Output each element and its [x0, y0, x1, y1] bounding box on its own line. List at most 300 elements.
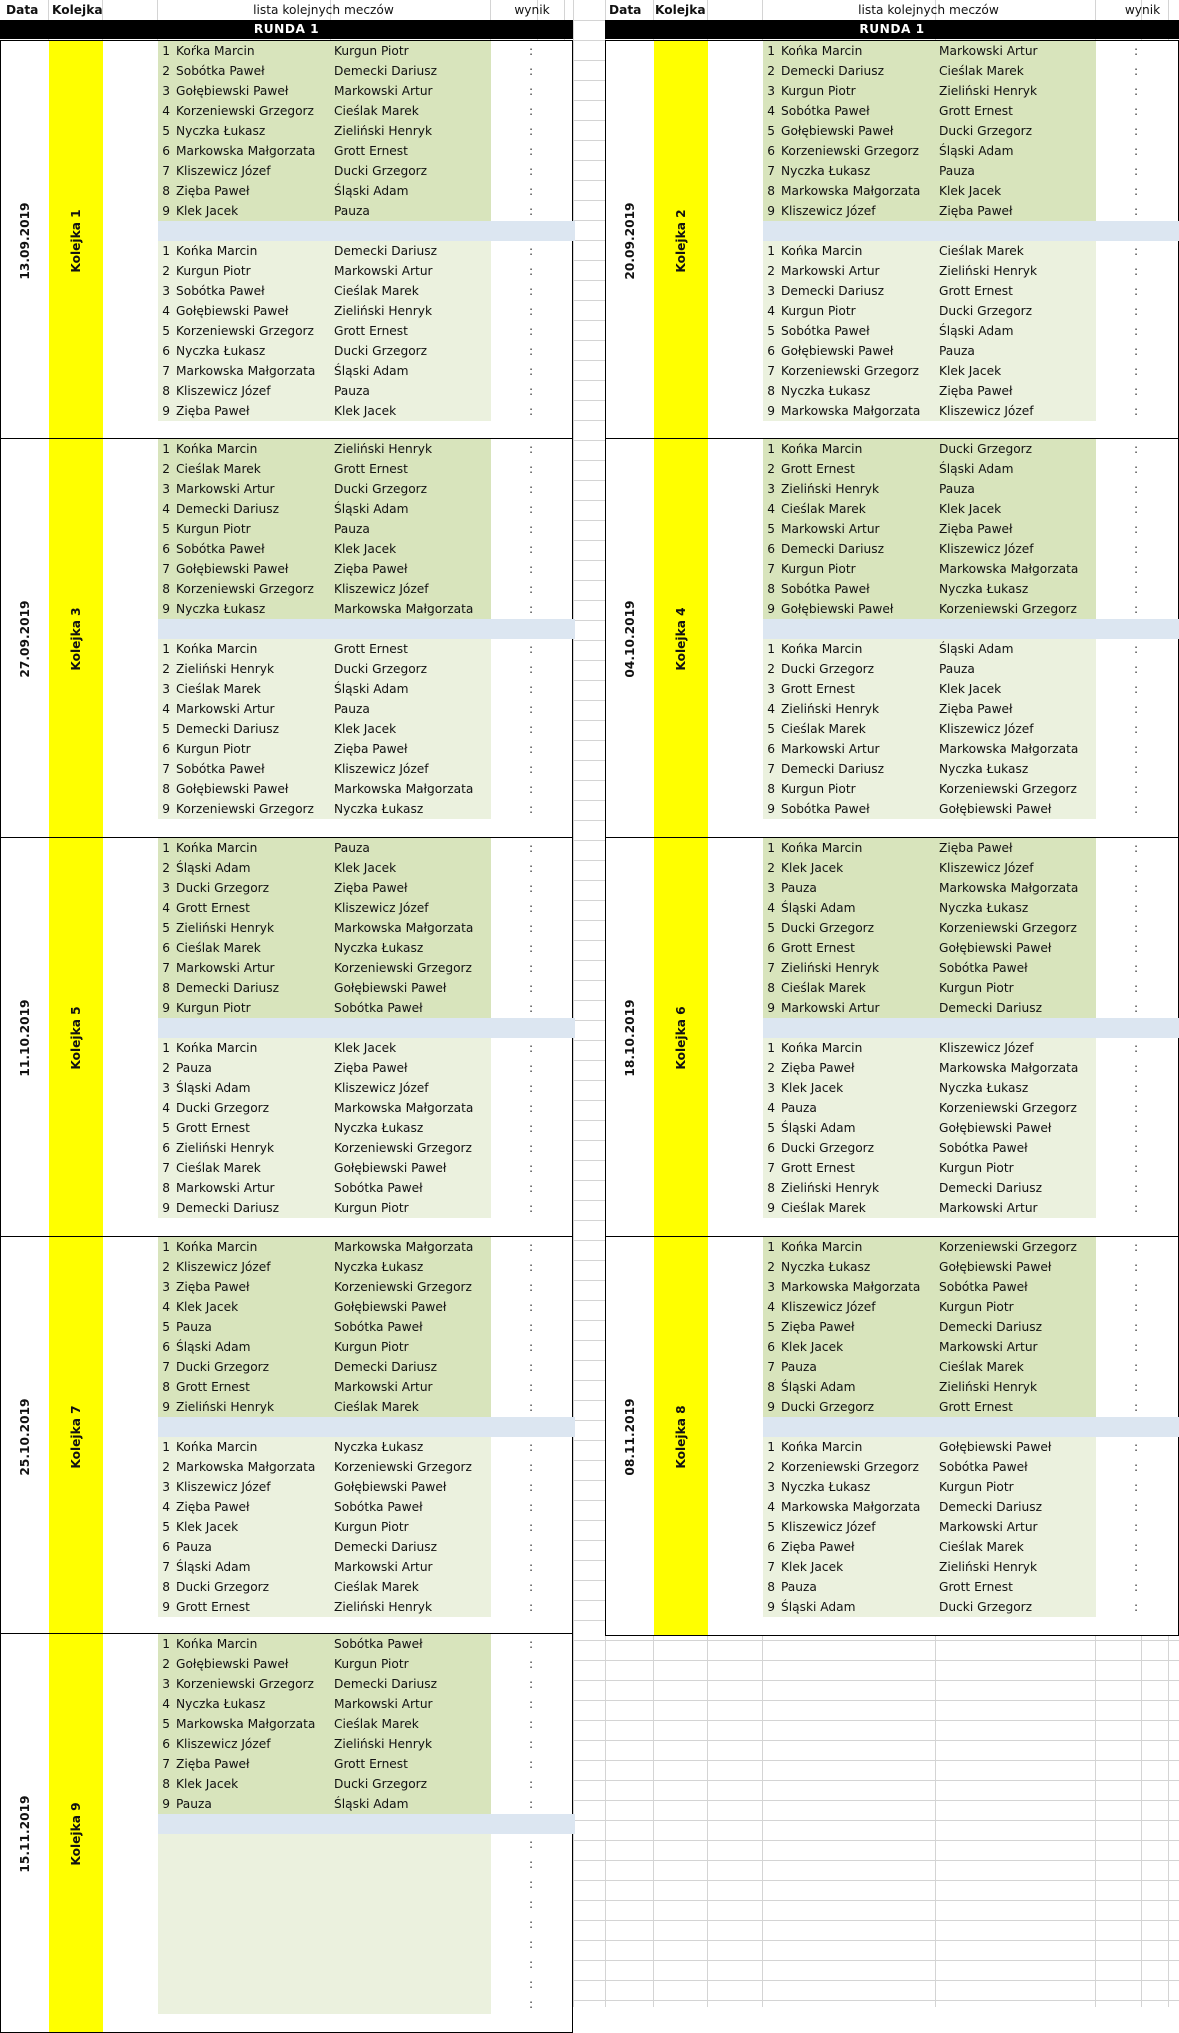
match-row[interactable] — [158, 1834, 575, 1854]
result-cell[interactable]: : — [1133, 84, 1139, 98]
result-cell[interactable]: : — [1133, 522, 1139, 536]
match-row[interactable] — [158, 1774, 575, 1794]
result-cell[interactable]: : — [528, 1360, 534, 1374]
header-data-right[interactable]: Data — [609, 3, 642, 17]
result-cell[interactable]: : — [528, 861, 534, 875]
match-row[interactable] — [763, 699, 1179, 719]
match-row[interactable] — [763, 81, 1179, 101]
result-cell[interactable]: : — [1133, 482, 1139, 496]
result-cell[interactable]: : — [1133, 1440, 1139, 1454]
match-row[interactable] — [763, 539, 1179, 559]
match-row[interactable] — [763, 1537, 1179, 1557]
match-row[interactable] — [763, 1078, 1179, 1098]
result-cell[interactable]: : — [1133, 1181, 1139, 1195]
result-cell[interactable]: : — [528, 901, 534, 915]
result-cell[interactable]: : — [528, 1240, 534, 1254]
result-cell[interactable]: : — [1133, 941, 1139, 955]
match-row[interactable] — [158, 838, 575, 858]
result-cell[interactable]: : — [528, 482, 534, 496]
result-cell[interactable]: : — [528, 642, 534, 656]
match-row[interactable] — [763, 241, 1179, 261]
result-cell[interactable]: : — [528, 462, 534, 476]
match-row[interactable] — [158, 1994, 575, 2014]
result-cell[interactable]: : — [528, 1897, 534, 1911]
result-cell[interactable]: : — [528, 841, 534, 855]
result-cell[interactable]: : — [1133, 1201, 1139, 1215]
result-cell[interactable]: : — [1133, 582, 1139, 596]
match-row[interactable] — [158, 1557, 575, 1577]
match-row[interactable] — [158, 241, 575, 261]
result-cell[interactable]: : — [528, 1717, 534, 1731]
match-row[interactable] — [763, 878, 1179, 898]
result-cell[interactable]: : — [528, 442, 534, 456]
result-cell[interactable]: : — [528, 124, 534, 138]
header-data-left[interactable]: Data — [6, 3, 39, 17]
result-cell[interactable]: : — [1133, 1460, 1139, 1474]
match-row[interactable] — [158, 181, 575, 201]
result-cell[interactable]: : — [1133, 1540, 1139, 1554]
result-cell[interactable]: : — [1133, 1081, 1139, 1095]
result-cell[interactable]: : — [1133, 204, 1139, 218]
match-row[interactable] — [158, 201, 575, 221]
match-row[interactable] — [763, 301, 1179, 321]
result-cell[interactable]: : — [528, 1600, 534, 1614]
result-cell[interactable]: : — [528, 324, 534, 338]
result-cell[interactable]: : — [1133, 284, 1139, 298]
result-cell[interactable]: : — [1133, 1580, 1139, 1594]
match-row[interactable] — [158, 1357, 575, 1377]
match-row[interactable] — [158, 1078, 575, 1098]
result-cell[interactable]: : — [1133, 1041, 1139, 1055]
match-row[interactable] — [158, 1754, 575, 1774]
match-row[interactable] — [763, 1497, 1179, 1517]
result-cell[interactable]: : — [1133, 364, 1139, 378]
result-cell[interactable]: : — [1133, 1380, 1139, 1394]
match-row[interactable] — [158, 1694, 575, 1714]
result-cell[interactable]: : — [528, 1161, 534, 1175]
match-row[interactable] — [763, 1237, 1179, 1257]
match-row[interactable] — [158, 361, 575, 381]
result-cell[interactable]: : — [1133, 164, 1139, 178]
match-row[interactable] — [763, 1597, 1179, 1617]
match-row[interactable] — [158, 878, 575, 898]
result-cell[interactable]: : — [528, 244, 534, 258]
match-row[interactable] — [763, 1377, 1179, 1397]
result-cell[interactable]: : — [528, 384, 534, 398]
match-row[interactable] — [158, 799, 575, 819]
match-row[interactable] — [158, 739, 575, 759]
result-cell[interactable]: : — [1133, 542, 1139, 556]
result-cell[interactable]: : — [528, 1340, 534, 1354]
header-kolejka-right[interactable]: Kolejka — [655, 3, 706, 17]
match-row[interactable] — [158, 479, 575, 499]
result-cell[interactable]: : — [1133, 324, 1139, 338]
result-cell[interactable]: : — [528, 582, 534, 596]
result-cell[interactable]: : — [528, 1877, 534, 1891]
match-row[interactable] — [158, 1517, 575, 1537]
match-row[interactable] — [158, 639, 575, 659]
match-row[interactable] — [158, 1118, 575, 1138]
result-cell[interactable]: : — [1133, 1280, 1139, 1294]
match-row[interactable] — [763, 181, 1179, 201]
match-row[interactable] — [158, 161, 575, 181]
result-cell[interactable]: : — [1133, 1121, 1139, 1135]
match-row[interactable] — [763, 719, 1179, 739]
match-row[interactable] — [158, 759, 575, 779]
match-row[interactable] — [763, 978, 1179, 998]
match-row[interactable] — [763, 381, 1179, 401]
match-row[interactable] — [763, 161, 1179, 181]
result-cell[interactable]: : — [528, 1997, 534, 2011]
match-row[interactable] — [158, 1297, 575, 1317]
result-cell[interactable]: : — [528, 1957, 534, 1971]
result-cell[interactable]: : — [1133, 1520, 1139, 1534]
match-row[interactable] — [158, 1714, 575, 1734]
result-cell[interactable]: : — [528, 1380, 534, 1394]
result-cell[interactable]: : — [528, 1657, 534, 1671]
match-row[interactable] — [158, 1457, 575, 1477]
result-cell[interactable]: : — [1133, 462, 1139, 476]
result-cell[interactable]: : — [528, 921, 534, 935]
match-row[interactable] — [158, 1377, 575, 1397]
match-row[interactable] — [158, 1634, 575, 1654]
result-cell[interactable]: : — [1133, 1300, 1139, 1314]
match-row[interactable] — [158, 281, 575, 301]
match-row[interactable] — [158, 699, 575, 719]
result-cell[interactable]: : — [528, 1677, 534, 1691]
result-cell[interactable]: : — [528, 1081, 534, 1095]
result-cell[interactable]: : — [528, 1560, 534, 1574]
match-row[interactable] — [158, 1934, 575, 1954]
match-row[interactable] — [158, 1794, 575, 1814]
match-row[interactable] — [158, 499, 575, 519]
result-cell[interactable]: : — [528, 364, 534, 378]
match-row[interactable] — [763, 1357, 1179, 1377]
match-row[interactable] — [763, 281, 1179, 301]
match-row[interactable] — [763, 799, 1179, 819]
result-cell[interactable]: : — [1133, 304, 1139, 318]
result-cell[interactable]: : — [1133, 682, 1139, 696]
match-row[interactable] — [158, 41, 575, 61]
result-cell[interactable]: : — [528, 782, 534, 796]
match-row[interactable] — [158, 121, 575, 141]
match-row[interactable] — [158, 1198, 575, 1218]
result-cell[interactable]: : — [1133, 44, 1139, 58]
result-cell[interactable]: : — [528, 1121, 534, 1135]
match-row[interactable] — [158, 301, 575, 321]
match-row[interactable] — [763, 779, 1179, 799]
match-row[interactable] — [158, 719, 575, 739]
result-cell[interactable]: : — [528, 144, 534, 158]
match-row[interactable] — [158, 599, 575, 619]
result-cell[interactable]: : — [528, 1201, 534, 1215]
result-cell[interactable]: : — [1133, 502, 1139, 516]
result-cell[interactable]: : — [1133, 901, 1139, 915]
match-row[interactable] — [158, 958, 575, 978]
result-cell[interactable]: : — [528, 1757, 534, 1771]
match-row[interactable] — [763, 1257, 1179, 1277]
result-cell[interactable]: : — [528, 1181, 534, 1195]
result-cell[interactable]: : — [528, 1260, 534, 1274]
match-row[interactable] — [763, 141, 1179, 161]
match-row[interactable] — [158, 1537, 575, 1557]
result-cell[interactable]: : — [1133, 961, 1139, 975]
result-cell[interactable]: : — [1133, 562, 1139, 576]
result-cell[interactable]: : — [528, 1797, 534, 1811]
match-row[interactable] — [158, 61, 575, 81]
result-cell[interactable]: : — [528, 981, 534, 995]
match-row[interactable] — [763, 1058, 1179, 1078]
match-row[interactable] — [158, 1894, 575, 1914]
match-row[interactable] — [158, 401, 575, 421]
result-cell[interactable]: : — [1133, 802, 1139, 816]
match-row[interactable] — [763, 201, 1179, 221]
result-cell[interactable]: : — [528, 961, 534, 975]
result-cell[interactable]: : — [528, 44, 534, 58]
result-cell[interactable]: : — [1133, 244, 1139, 258]
result-cell[interactable]: : — [528, 1777, 534, 1791]
match-row[interactable] — [158, 81, 575, 101]
match-row[interactable] — [158, 341, 575, 361]
result-cell[interactable]: : — [528, 1937, 534, 1951]
result-cell[interactable]: : — [1133, 442, 1139, 456]
match-row[interactable] — [158, 1038, 575, 1058]
result-cell[interactable]: : — [1133, 1560, 1139, 1574]
match-row[interactable] — [763, 898, 1179, 918]
result-cell[interactable]: : — [528, 1857, 534, 1871]
result-cell[interactable]: : — [528, 1400, 534, 1414]
result-cell[interactable]: : — [528, 84, 534, 98]
match-row[interactable] — [158, 459, 575, 479]
result-cell[interactable]: : — [528, 1280, 534, 1294]
match-row[interactable] — [158, 1058, 575, 1078]
match-row[interactable] — [158, 381, 575, 401]
result-cell[interactable]: : — [528, 1001, 534, 1015]
result-cell[interactable]: : — [528, 562, 534, 576]
result-cell[interactable]: : — [1133, 64, 1139, 78]
result-cell[interactable]: : — [1133, 881, 1139, 895]
header-wynik-left[interactable]: wynik — [514, 3, 550, 17]
result-cell[interactable]: : — [528, 662, 534, 676]
result-cell[interactable]: : — [1133, 104, 1139, 118]
match-row[interactable] — [158, 1397, 575, 1417]
result-cell[interactable]: : — [1133, 124, 1139, 138]
result-cell[interactable]: : — [528, 1141, 534, 1155]
result-cell[interactable]: : — [528, 1500, 534, 1514]
match-row[interactable] — [158, 1974, 575, 1994]
header-wynik-right[interactable]: wynik — [1124, 3, 1161, 17]
result-cell[interactable]: : — [528, 1101, 534, 1115]
match-row[interactable] — [763, 1437, 1179, 1457]
result-cell[interactable]: : — [528, 1837, 534, 1851]
header-lista-left[interactable]: lista kolejnych meczów — [253, 3, 394, 17]
match-row[interactable] — [158, 1317, 575, 1337]
result-cell[interactable]: : — [528, 284, 534, 298]
match-row[interactable] — [763, 1098, 1179, 1118]
match-row[interactable] — [158, 1158, 575, 1178]
result-cell[interactable]: : — [1133, 722, 1139, 736]
result-cell[interactable]: : — [528, 542, 534, 556]
match-row[interactable] — [158, 439, 575, 459]
match-row[interactable] — [763, 759, 1179, 779]
match-row[interactable] — [158, 998, 575, 1018]
header-lista-right[interactable]: lista kolejnych meczów — [858, 3, 999, 17]
match-row[interactable] — [158, 1734, 575, 1754]
match-row[interactable] — [763, 599, 1179, 619]
match-row[interactable] — [158, 1277, 575, 1297]
match-row[interactable] — [763, 1457, 1179, 1477]
result-cell[interactable]: : — [1133, 1360, 1139, 1374]
result-cell[interactable]: : — [1133, 184, 1139, 198]
match-row[interactable] — [763, 1178, 1179, 1198]
match-row[interactable] — [158, 1237, 575, 1257]
match-row[interactable] — [763, 1158, 1179, 1178]
match-row[interactable] — [158, 938, 575, 958]
match-row[interactable] — [158, 141, 575, 161]
result-cell[interactable]: : — [528, 1061, 534, 1075]
match-row[interactable] — [158, 918, 575, 938]
result-cell[interactable]: : — [528, 762, 534, 776]
result-cell[interactable]: : — [1133, 1400, 1139, 1414]
match-row[interactable] — [158, 898, 575, 918]
match-row[interactable] — [763, 439, 1179, 459]
match-row[interactable] — [158, 559, 575, 579]
result-cell[interactable]: : — [528, 1480, 534, 1494]
result-cell[interactable]: : — [1133, 742, 1139, 756]
result-cell[interactable]: : — [1133, 782, 1139, 796]
match-row[interactable] — [763, 401, 1179, 421]
match-row[interactable] — [763, 1397, 1179, 1417]
match-row[interactable] — [763, 679, 1179, 699]
match-row[interactable] — [158, 1497, 575, 1517]
result-cell[interactable]: : — [528, 344, 534, 358]
match-row[interactable] — [763, 1557, 1179, 1577]
match-row[interactable] — [158, 978, 575, 998]
match-row[interactable] — [763, 1297, 1179, 1317]
match-row[interactable] — [763, 1317, 1179, 1337]
match-row[interactable] — [763, 1577, 1179, 1597]
result-cell[interactable]: : — [528, 522, 534, 536]
match-row[interactable] — [763, 321, 1179, 341]
match-row[interactable] — [763, 858, 1179, 878]
match-row[interactable] — [763, 261, 1179, 281]
match-row[interactable] — [763, 918, 1179, 938]
match-row[interactable] — [763, 519, 1179, 539]
result-cell[interactable]: : — [528, 1580, 534, 1594]
result-cell[interactable]: : — [528, 264, 534, 278]
result-cell[interactable]: : — [528, 722, 534, 736]
result-cell[interactable]: : — [528, 881, 534, 895]
result-cell[interactable]: : — [528, 164, 534, 178]
match-row[interactable] — [158, 858, 575, 878]
result-cell[interactable]: : — [1133, 981, 1139, 995]
result-cell[interactable]: : — [1133, 1240, 1139, 1254]
match-row[interactable] — [158, 1597, 575, 1617]
match-row[interactable] — [158, 1674, 575, 1694]
header-kolejka-left[interactable]: Kolejka — [52, 3, 103, 17]
match-row[interactable] — [158, 1477, 575, 1497]
match-row[interactable] — [763, 61, 1179, 81]
match-row[interactable] — [763, 559, 1179, 579]
match-row[interactable] — [158, 1098, 575, 1118]
match-row[interactable] — [763, 938, 1179, 958]
result-cell[interactable]: : — [1133, 384, 1139, 398]
result-cell[interactable]: : — [528, 1440, 534, 1454]
match-row[interactable] — [763, 659, 1179, 679]
match-row[interactable] — [158, 101, 575, 121]
match-row[interactable] — [158, 1654, 575, 1674]
match-row[interactable] — [763, 739, 1179, 759]
match-row[interactable] — [158, 519, 575, 539]
result-cell[interactable]: : — [1133, 642, 1139, 656]
result-cell[interactable]: : — [1133, 1061, 1139, 1075]
result-cell[interactable]: : — [528, 204, 534, 218]
result-cell[interactable]: : — [1133, 344, 1139, 358]
match-row[interactable] — [158, 1954, 575, 1974]
result-cell[interactable]: : — [528, 404, 534, 418]
match-row[interactable] — [158, 779, 575, 799]
result-cell[interactable]: : — [1133, 762, 1139, 776]
match-row[interactable] — [763, 1277, 1179, 1297]
match-row[interactable] — [763, 1138, 1179, 1158]
result-cell[interactable]: : — [528, 304, 534, 318]
match-row[interactable] — [158, 1178, 575, 1198]
match-row[interactable] — [158, 1854, 575, 1874]
result-cell[interactable]: : — [528, 802, 534, 816]
match-row[interactable] — [763, 998, 1179, 1018]
result-cell[interactable]: : — [528, 702, 534, 716]
result-cell[interactable]: : — [528, 502, 534, 516]
result-cell[interactable]: : — [528, 1697, 534, 1711]
result-cell[interactable]: : — [1133, 602, 1139, 616]
match-row[interactable] — [158, 321, 575, 341]
result-cell[interactable]: : — [528, 1520, 534, 1534]
match-row[interactable] — [763, 361, 1179, 381]
result-cell[interactable]: : — [528, 104, 534, 118]
result-cell[interactable]: : — [1133, 702, 1139, 716]
match-row[interactable] — [158, 1577, 575, 1597]
result-cell[interactable]: : — [1133, 1161, 1139, 1175]
match-row[interactable] — [158, 1337, 575, 1357]
result-cell[interactable]: : — [1133, 1101, 1139, 1115]
result-cell[interactable]: : — [1133, 1500, 1139, 1514]
match-row[interactable] — [763, 459, 1179, 479]
match-row[interactable] — [763, 639, 1179, 659]
result-cell[interactable]: : — [1133, 662, 1139, 676]
match-row[interactable] — [763, 121, 1179, 141]
match-row[interactable] — [158, 1257, 575, 1277]
match-row[interactable] — [158, 579, 575, 599]
match-row[interactable] — [763, 579, 1179, 599]
result-cell[interactable]: : — [528, 602, 534, 616]
result-cell[interactable]: : — [528, 1977, 534, 1991]
result-cell[interactable]: : — [1133, 1320, 1139, 1334]
result-cell[interactable]: : — [1133, 404, 1139, 418]
match-row[interactable] — [763, 1337, 1179, 1357]
result-cell[interactable]: : — [528, 1540, 534, 1554]
match-row[interactable] — [763, 41, 1179, 61]
result-cell[interactable]: : — [1133, 921, 1139, 935]
result-cell[interactable]: : — [528, 1737, 534, 1751]
match-row[interactable] — [158, 1138, 575, 1158]
result-cell[interactable]: : — [1133, 1141, 1139, 1155]
result-cell[interactable]: : — [528, 1460, 534, 1474]
match-row[interactable] — [158, 261, 575, 281]
result-cell[interactable]: : — [1133, 1260, 1139, 1274]
match-row[interactable] — [158, 659, 575, 679]
result-cell[interactable]: : — [528, 941, 534, 955]
match-row[interactable] — [763, 1118, 1179, 1138]
